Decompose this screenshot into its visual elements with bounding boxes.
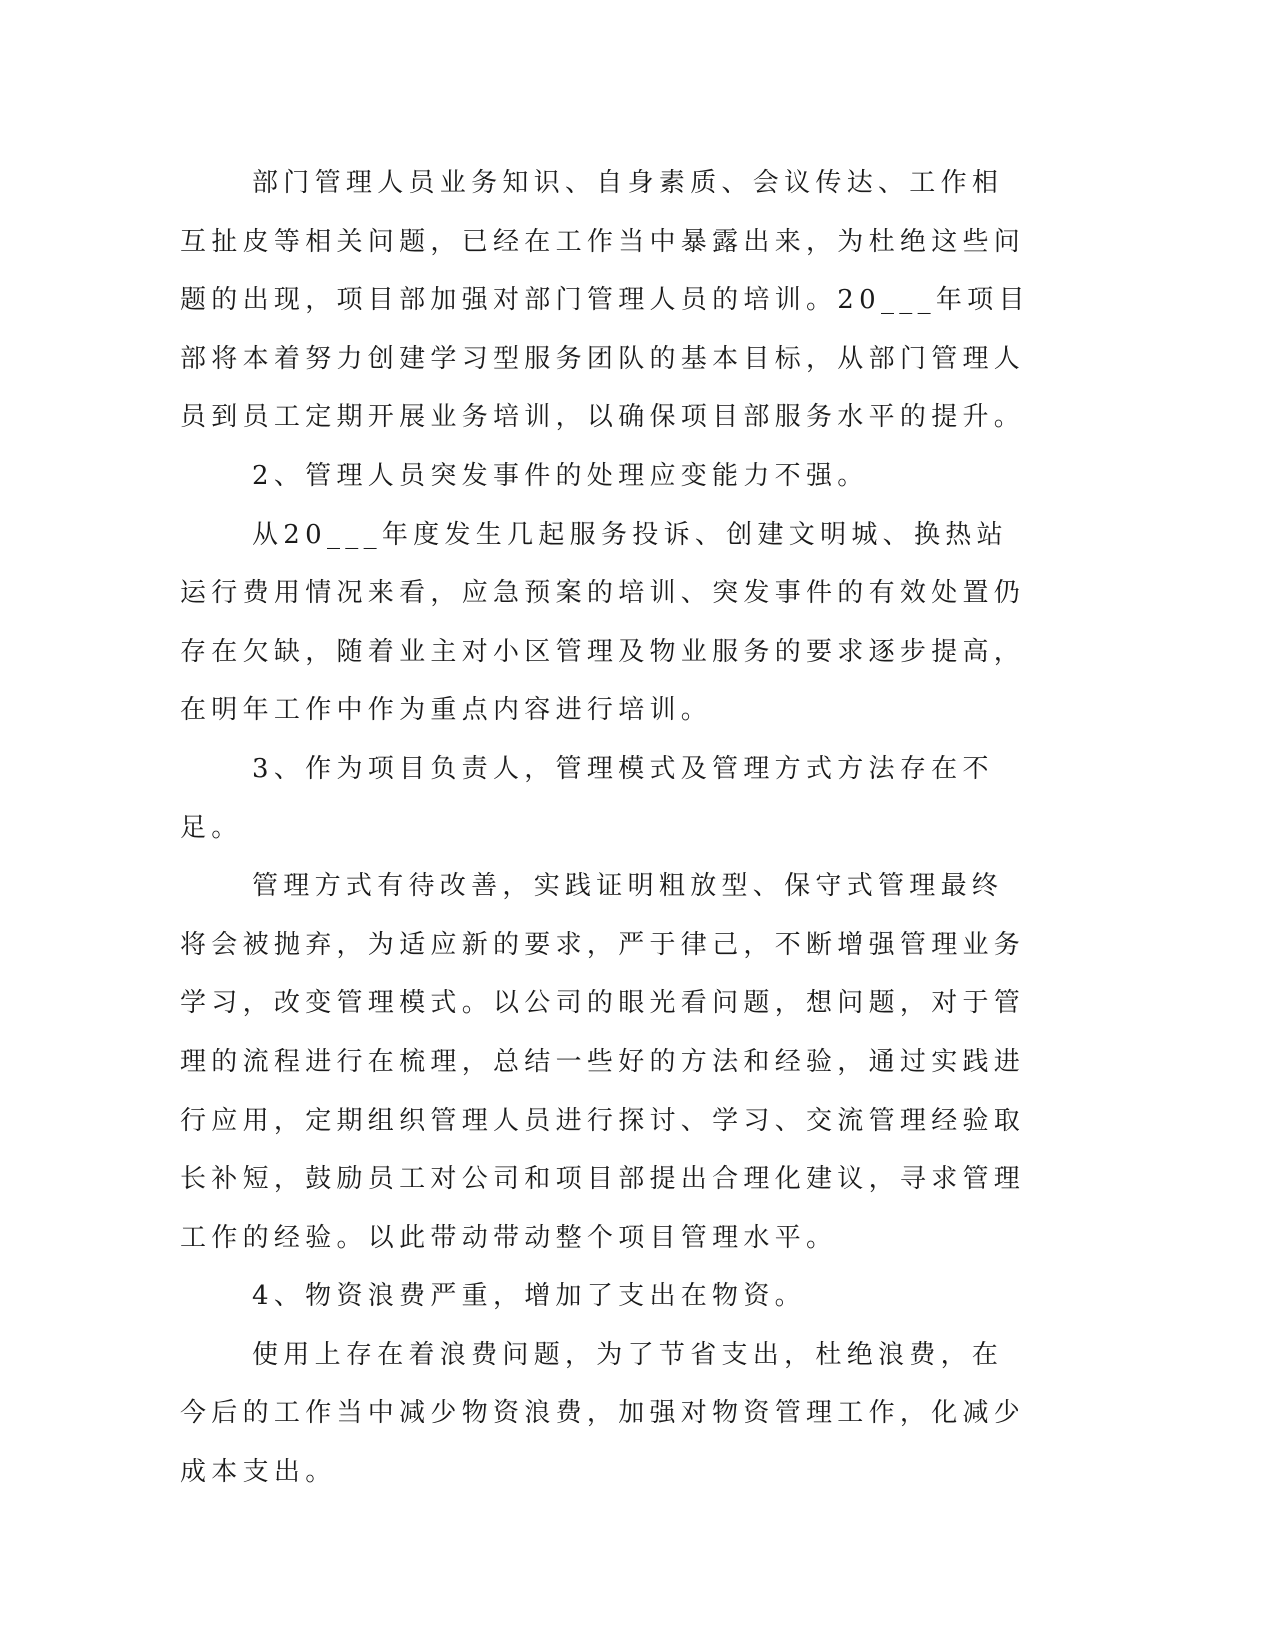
document-page	[180, 154, 1030, 1502]
section-heading-2: 2、管理人员突发事件的处理应变能力不强。	[252, 460, 869, 491]
body-paragraph-3: 管理方式有待改善，实践证明粗放型、保守式管理最终将会被抛弃，为适应新的要求，严于律己，不断增强管理业务学习，改变管理模式。以公司的眼光看问题，想问题，对于管理的流程进行在梳理，总结一些好的方法和经验，通过实践进行应用，定期组织管理人员进行探讨、学习、交流管理经验取长补短，鼓励员工对公司和项目部提出合理化建议，寻求管理工作的经验。以此带动带动整个项目管理水平。	[180, 871, 1026, 1253]
body-paragraph-1: 部门管理人员业务知识、自身素质、会议传达、工作相互扯皮等相关问题，已经在工作当中暴露出来，为杜绝这些问题的出现，项目部加强对部门管理人员的培训。20___年项目部将本着努力创建学习型服务团队的基本目标，从部门管理人员到员工定期开展业务培训，以确保项目部服务水平的提升。	[180, 168, 1030, 433]
section-heading-3: 3、作为项目负责人，管理模式及管理方式方法存在不足。	[180, 753, 994, 843]
section-heading-4: 4、物资浪费严重，增加了支出在物资。	[252, 1281, 806, 1312]
body-paragraph-4: 使用上存在着浪费问题，为了节省支出，杜绝浪费，在今后的工作当中减少物资浪费，加强对物资管理工作，化减少成本支出。	[180, 1339, 1026, 1488]
body-paragraph-2: 从20___年度发生几起服务投诉、创建文明城、换热站运行费用情况来看，应急预案的培训、突发事件的有效处置仍存在欠缺，随着业主对小区管理及物业服务的要求逐步提高，在明年工作中作为重点内容进行培训。	[180, 519, 1026, 726]
